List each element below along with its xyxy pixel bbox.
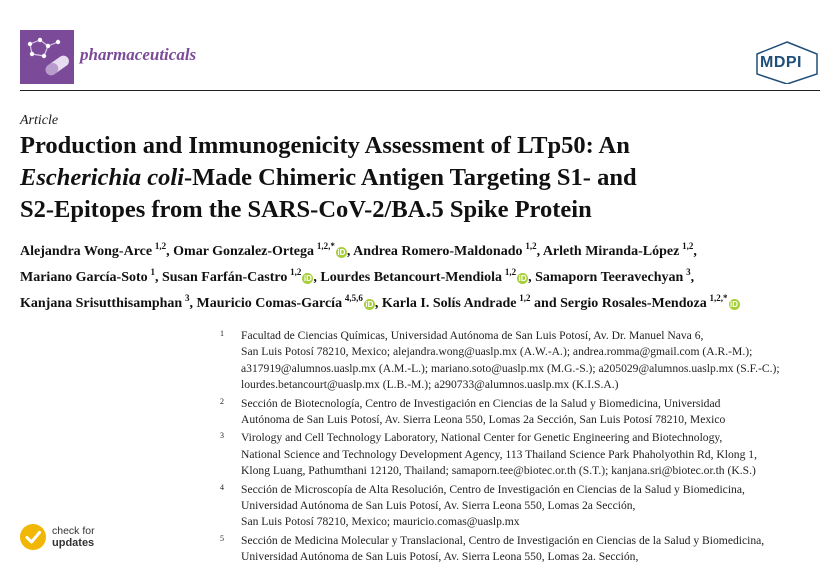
author-affiliation-marker: 3 [686,267,691,277]
author-affiliation-marker: 4,5,6 [344,293,363,303]
author-affiliation-marker: 1,2 [525,241,537,251]
orcid-icon[interactable]: iD [730,300,739,309]
author-name: Andrea Romero-Maldonado [353,244,523,259]
article-type: Article [20,113,59,128]
check-for-label: check for [52,525,95,537]
orcid-icon[interactable]: iD [518,274,527,283]
affiliation-number: 3 [220,431,224,441]
title-line-1: Production and Immunogenicity Assessment of LTp50: An [20,132,630,159]
affiliation-item: 5 Sección de Medicina Molecular y Translacional, Centro de Investigación en Ciencias de la Salud y Biomedicina, Universidad Autónoma de San Luis Potosí, Av. Sierra Leona 550, Lomas 2a. Sección, [220,533,826,566]
checkmark-circle-icon [20,524,46,550]
author-affiliation-marker: 1,2 [154,241,167,251]
affiliation-item: 1 Facultad de Ciencias Químicas, Universidad Autónoma de San Luis Potosí, Av. Dr. Manuel Nava 6, San Luis Potosí 78210, Mexico; alejandra.wong@uaslp.mx (A.W.-A.); andrea.romma@gmail.com (A.R.-M.); a317919@alumnos.uaslp.mx (A.M.-L.); mariano.soto@uaslp.mx (M.G.-S.); a205029@alumnos.uaslp.mx (S.F.-C.); lourdes.betancourt@uaslp.mx (L.B.-M.); a290733@alumnos.uaslp.mx (K.I.S.A.) [220,328,826,394]
check-for-updates-badge[interactable] [20,522,110,554]
title-line-3: S2-Epitopes from the SARS-CoV-2/BA.5 Spike Protein [20,196,592,223]
author-name: Mariano García-Soto [20,270,148,285]
mdpi-logo [754,40,820,84]
affiliation-number: 4 [220,482,224,492]
author-affiliation-marker: 1,2,* [316,241,335,251]
orcid-icon[interactable]: iD [337,248,346,257]
author-list: Alejandra Wong-Arce $^{1,2}$, Omar Gonzalez-Ortega $^{1,2,*}$iD , Andrea Romero-Maldonado $^{1,2}$, Arleth Miranda-López $^{1,2}$, Mariano García-Soto $^1$, Susan Farfán-Castro $^{1,2}$iD , Lourdes Betancourt-Mendiola $^{1,2}$iD , Samaporn Teeravechyan $^3$, Kanjana Srisutthisamphan $^3$, Mauricio Comas-García $^{4,5,6}$iD , Karla I. Solís Andrade $^{1,2}$ and Sergio Rosales-Mendoza $^{1,2,*}$iD [20,241,739,311]
author-name: Mauricio Comas-García [196,296,343,311]
author-affiliation-marker: 1,2 [504,267,517,277]
author-name: Samaporn Teeravechyan [535,270,684,285]
updates-label: updates [52,537,95,549]
author-affiliation-marker: 1,2 [290,267,302,277]
author-name: Arleth Miranda-López [542,244,680,259]
author-name: Lourdes Betancourt-Mendiola [320,270,503,285]
author-affiliation-marker: 1,2 [519,293,531,303]
molecule-capsule-icon [20,30,74,84]
title-species: Escherichia coli [20,164,185,191]
affiliation-number: 1 [220,329,224,338]
author-name: Sergio Rosales-Mendoza [560,296,707,311]
affiliation-item: 3 Virology and Cell Technology Laboratory, National Center for Genetic Engineering and Biotechnology, National Science and Technology Development Agency, 113 Thailand Science Park Phaholyothin Rd, Klong 1, Klong Luang, Pathumthani 12120, Thailand; samaporn.tee@biotec.or.th (S.T.); kanjana.sri@biotec.or.th (K.S.) [220,430,826,479]
affiliations-list [220,328,826,568]
affiliation-item: 2 Sección de Biotecnología, Centro de Investigación en Ciencias de la Salud y Biomedicina, Universidad Autónoma de San Luis Potosí, Av. Sierra Leona 550, Lomas 2a Sección, San Luis Potosí 78210, Mexico [220,396,826,429]
orcid-icon[interactable]: iD [303,274,312,283]
orcid-icon[interactable]: iD [365,300,374,309]
author-name: Kanjana Srisutthisamphan [20,296,183,311]
author-name: Omar Gonzalez-Ortega [173,244,315,259]
title-line-2: -Made Chimeric Antigen Targeting S1- and [184,164,637,191]
affiliation-number: 5 [220,533,224,543]
publisher-name: MDPI [760,54,802,71]
author-affiliation-marker: 1,2 [682,241,694,251]
author-name: Susan Farfán-Castro [161,270,288,285]
affiliation-item: 4 Sección de Microscopía de Alta Resolución, Centro de Investigación en Ciencias de la Salud y Biomedicina, Universidad Autónoma de San Luis Potosí, Av. Sierra Leona 550, Lomas 2a Sección, San Luis Potosí 78210, Mexico; mauricio.comas@uaslp.mx [220,482,826,531]
affiliation-number: 2 [220,396,224,406]
author-affiliation-marker: 3 [185,293,190,303]
article-title [20,130,825,226]
author-affiliation-marker: 1 [150,267,155,277]
author-name: Karla I. Solís Andrade [381,296,517,311]
author-name: Alejandra Wong-Arce [20,244,153,259]
journal-name: pharmaceuticals [80,45,197,64]
journal-header [20,30,820,90]
header-divider [20,90,820,91]
author-affiliation-marker: 1,2,* [709,293,728,303]
